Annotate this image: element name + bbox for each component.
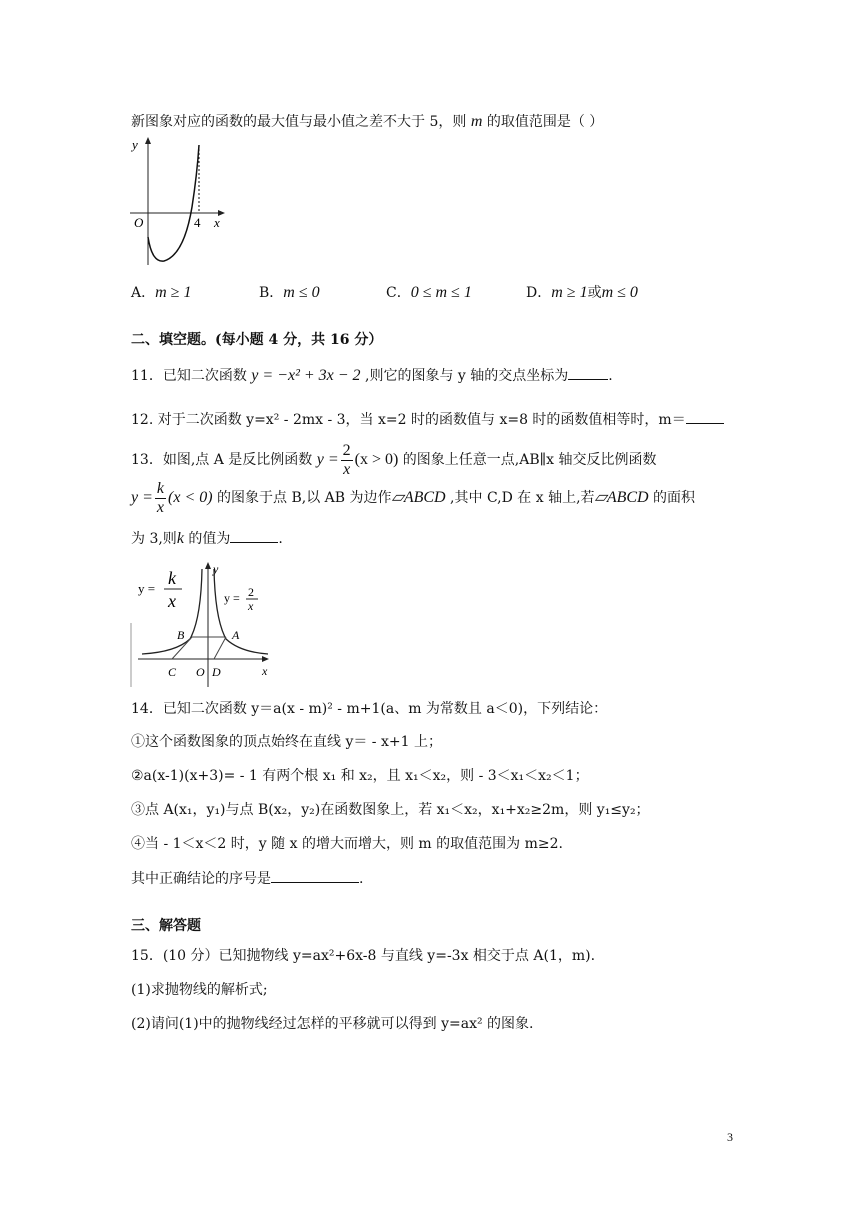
q14-item-4: ④当 ‑ 1＜x＜2 时，y 随 x 的增大而增大，则 m 的取值范围为 m≥2.: [131, 836, 563, 852]
q11-end: .: [608, 368, 613, 384]
q11-answer-blank[interactable]: [568, 365, 608, 380]
option-d-label: D．: [526, 285, 552, 301]
q13-cond1: (x > 0): [354, 451, 399, 468]
q13-left-num: k: [168, 568, 176, 588]
section-3-title: 三、解答题: [131, 918, 201, 934]
option-c-expr: 0 ≤ m ≤ 1: [410, 284, 472, 301]
q13-suffix1: 的图象上任意一点,AB∥x 轴交反比例函数: [398, 452, 657, 468]
q13-line3-end: .: [278, 531, 283, 547]
option-d-expr2: m ≤ 0: [601, 284, 638, 301]
q10-tick-label: 4: [194, 215, 201, 230]
q12-text: 12. 对于二次函数 y=x² ‑ 2mx ‑ 3，当 x=2 时的函数值与 x=8 时的函数值相等时，m＝: [131, 412, 686, 428]
q15-part-1: (1)求抛物线的解析式;: [131, 982, 268, 998]
q14-ask: [131, 868, 363, 889]
q13-mid: 的图象于点 B,以 AB 为边作: [212, 490, 392, 506]
q10-stem: [131, 112, 603, 132]
q11-formula: y = −x² + 3x − 2: [251, 367, 361, 384]
q13-label-o: O: [196, 665, 205, 679]
q13-mid2: ,其中 C,D 在 x 轴上,若: [445, 490, 595, 506]
q13-end-line2: 的面积: [648, 490, 696, 506]
q13-line1: [131, 440, 656, 480]
option-b-label: B．: [259, 285, 284, 301]
q13-figure: [128, 559, 278, 689]
q15-stem: 15．(10 分）已知抛物线 y=ax²+6x-8 与直线 y=-3x 相交于点 A(1，m).: [131, 948, 596, 964]
option-d-join: 或: [587, 285, 602, 301]
page-number: 3: [727, 1130, 733, 1144]
q13-frac-2-over-x: [341, 442, 353, 479]
q10-stem-prefix: 新图象对应的函数的最大值与最小值之差不大于 5，则: [131, 114, 471, 130]
q14-item-3: ③点 A(x₁，y₁)与点 B(x₂，y₂)在函数图象上，若 x₁＜x₂，x₁+x₂≥2m，则 y₁≤y₂；: [131, 802, 650, 818]
q13-label-d: D: [212, 665, 221, 679]
q10-option-d: [526, 282, 638, 302]
q14-stem: 14．已知二次函数 y＝a(x ‑ m)² ‑ m+1(a、m 为常数且 a＜0)，下列结论：: [131, 701, 608, 717]
q10-option-b: [259, 282, 320, 302]
q13-frac1-num: 2: [342, 441, 351, 459]
q13-y1: y =: [316, 451, 339, 468]
q13-line3-suffix: 的值为: [183, 531, 231, 547]
q13-frac2-den: x: [156, 498, 165, 516]
q12: [131, 409, 724, 430]
q10-stem-suffix: 的取值范围是（ ）: [482, 114, 604, 130]
q14-ask-end: .: [359, 871, 364, 887]
q13-k: k: [176, 530, 184, 547]
q10-graph: [126, 135, 231, 270]
q10-x-label: x: [214, 215, 220, 230]
q15-part-2: (2)请问(1)中的抛物线经过怎样的平移就可以得到 y=ax² 的图象.: [131, 1016, 534, 1032]
q13-answer-blank[interactable]: [230, 528, 278, 543]
q13-left-y: y =: [138, 581, 156, 596]
q13-prefix: 13．如图,点 A 是反比例函数: [131, 452, 317, 468]
q10-y-label: y: [132, 137, 138, 152]
option-d-expr: m ≥ 1: [551, 284, 588, 301]
q11: [131, 365, 613, 386]
q13-line2: [131, 478, 695, 518]
q14-item-2: ②a(x-1)(x+3)= ‑ 1 有两个根 x₁ 和 x₂，且 x₁＜x₂，则 ‑ 3＜x₁＜x₂＜1；: [131, 768, 589, 784]
q13-right-hyperbola: [214, 569, 268, 654]
q13-right-y: y =: [224, 591, 240, 605]
q13-right-num: 2: [248, 585, 254, 599]
option-c-label: C．: [386, 285, 411, 301]
q10-option-a: [131, 282, 191, 302]
q10-stem-m: m: [470, 113, 483, 130]
q13-frac-k-over-x: [155, 480, 166, 517]
q13-y2: y =: [131, 489, 153, 506]
q13-frac1-den: x: [343, 460, 351, 478]
q13-x-label: x: [262, 664, 268, 678]
option-b-expr: m ≤ 0: [283, 284, 320, 301]
q11-prefix: 11．已知二次函数: [131, 368, 252, 384]
q13-line3-prefix: 为 3,则: [131, 531, 177, 547]
q11-suffix: ,则它的图象与 y 轴的交点坐标为: [360, 368, 569, 384]
q13-label-b: B: [177, 628, 185, 642]
q14-ask-text: 其中正确结论的序号是: [131, 871, 271, 887]
q12-answer-blank[interactable]: [686, 409, 724, 424]
q14-item-1: ①这个函数图象的顶点始终在直线 y＝ ‑ x+1 上；: [131, 734, 442, 750]
q13-y-arrow: [205, 562, 211, 569]
q10-origin-label: O: [134, 215, 144, 230]
q13-parallelogram-2: ▱ABCD: [594, 489, 649, 506]
q13-parallelogram-1: ▱ABCD: [391, 489, 446, 506]
q10-curve: [148, 145, 199, 261]
q10-option-c: [386, 282, 472, 302]
q13-right-den: x: [248, 599, 254, 613]
q13-label-c: C: [168, 665, 177, 679]
q13-x-arrow: [262, 656, 269, 662]
option-a-expr: m ≥ 1: [155, 284, 192, 301]
q14-answer-blank[interactable]: [271, 868, 359, 883]
q13-left-den: x: [168, 591, 176, 611]
q13-line3: [131, 528, 283, 549]
option-a-label: A．: [131, 285, 156, 301]
q13-label-a: A: [232, 628, 240, 642]
q13-frac2-num: k: [156, 479, 165, 497]
q13-segment-ad: [214, 637, 226, 659]
q13-y-label: y: [213, 562, 219, 576]
section-2-title: 二、填空题。(每小题 4 分，共 16 分）: [131, 332, 383, 348]
q10-y-arrow: [145, 137, 151, 144]
q13-cond2: (x < 0): [168, 489, 213, 506]
